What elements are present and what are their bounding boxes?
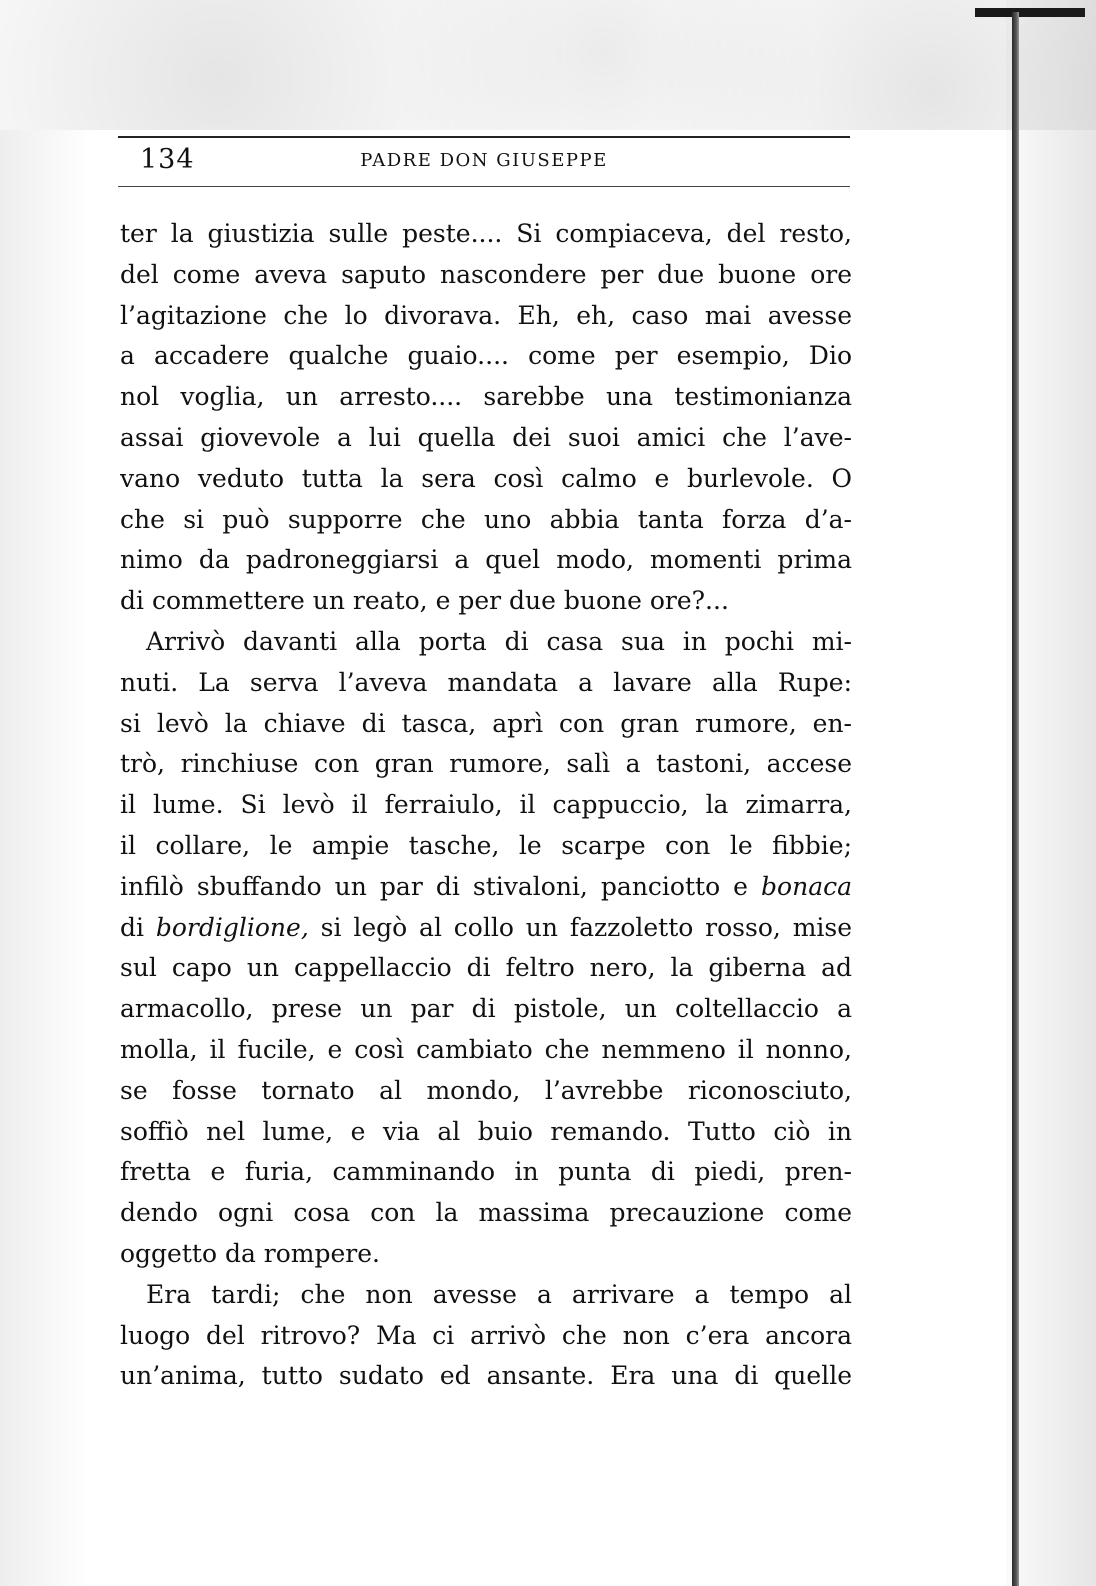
paragraph-first-line: Arrivò davanti alla porta di casa sua in pochi mi-	[146, 626, 852, 656]
header-rule-bottom	[118, 186, 850, 187]
page-number: 134	[140, 144, 195, 175]
text-line: il lume. Si levò il ferraiulo, il cappuccio, la zimarra,	[120, 790, 852, 820]
text-line: vano veduto tutta la sera così calmo e burlevole. O	[120, 463, 852, 493]
binding-edge-top	[975, 8, 1085, 17]
text-line: armacollo, prese un par di pistole, un coltellaccio a	[120, 994, 852, 1024]
text-line: un’anima, tutto sudato ed ansante. Era una di quelle	[120, 1361, 852, 1391]
page-scan-noise-left	[0, 130, 90, 1586]
text-segment: di	[120, 912, 144, 942]
page-scan-noise-top	[0, 0, 1096, 130]
text-line: sul capo un cappellaccio di feltro nero, la giberna ad	[120, 953, 852, 983]
binding-edge	[1012, 12, 1019, 1586]
text-segment: infilò sbuffando un par di stivaloni, panciotto e	[120, 871, 748, 901]
text-line: soffiò nel lume, e via al buio remando. Tutto ciò in	[120, 1116, 852, 1146]
paragraph-first-line: Era tardi; che non avesse a arrivare a tempo al	[146, 1279, 852, 1309]
text-line: oggetto da rompere.	[120, 1238, 380, 1268]
text-line-with-italic	[120, 908, 852, 949]
text-line: si levò la chiave di tasca, aprì con gran rumore, en-	[120, 708, 852, 738]
text-line: molla, il fucile, e così cambiato che nemmeno il nonno,	[120, 1034, 852, 1064]
text-line: luogo del ritrovo? Ma ci arrivò che non c’era ancora	[120, 1320, 852, 1350]
text-line: se fosse tornato al mondo, l’avrebbe riconosciuto,	[120, 1075, 852, 1105]
text-line: nol voglia, un arresto.... sarebbe una testimonianza	[120, 382, 852, 412]
page-header	[118, 140, 850, 184]
running-title: PADRE DON GIUSEPPE	[360, 150, 608, 171]
text-line: a accadere qualche guaio.... come per esempio, Dio	[120, 341, 852, 371]
text-line: l’agitazione che lo divorava. Eh, eh, caso mai avesse	[120, 300, 852, 330]
text-segment: si legò al collo un fazzoletto rosso, mise	[320, 912, 852, 942]
text-line: dendo ogni cosa con la massima precauzione come	[120, 1198, 852, 1228]
text-line: trò, rinchiuse con gran rumore, salì a tastoni, accese	[120, 749, 852, 779]
header-rule-top	[118, 136, 850, 138]
text-line: che si può supporre che uno abbia tanta forza d’a-	[120, 504, 852, 534]
italic-word: bordiglione,	[155, 912, 309, 942]
text-line: di commettere un reato, e per due buone ore?...	[120, 586, 729, 616]
text-line: fretta e furia, camminando in punta di piedi, pren-	[120, 1157, 852, 1187]
text-line: assai giovevole a lui quella dei suoi amici che l’ave-	[120, 422, 852, 452]
text-line: nimo da padroneggiarsi a quel modo, momenti prima	[120, 545, 852, 575]
text-line: il collare, le ampie tasche, le scarpe con le fibbie;	[120, 830, 852, 860]
text-line: del come aveva saputo nascondere per due buone ore	[120, 259, 852, 289]
italic-word: bonaca	[761, 871, 852, 901]
text-body	[120, 214, 852, 1397]
page-scan-noise-right	[1006, 0, 1096, 1586]
text-line-with-italic	[120, 867, 852, 908]
text-line: ter la giustizia sulle peste.... Si compiaceva, del resto,	[120, 219, 852, 248]
text-line: nuti. La serva l’aveva mandata a lavare alla Rupe:	[120, 667, 852, 697]
